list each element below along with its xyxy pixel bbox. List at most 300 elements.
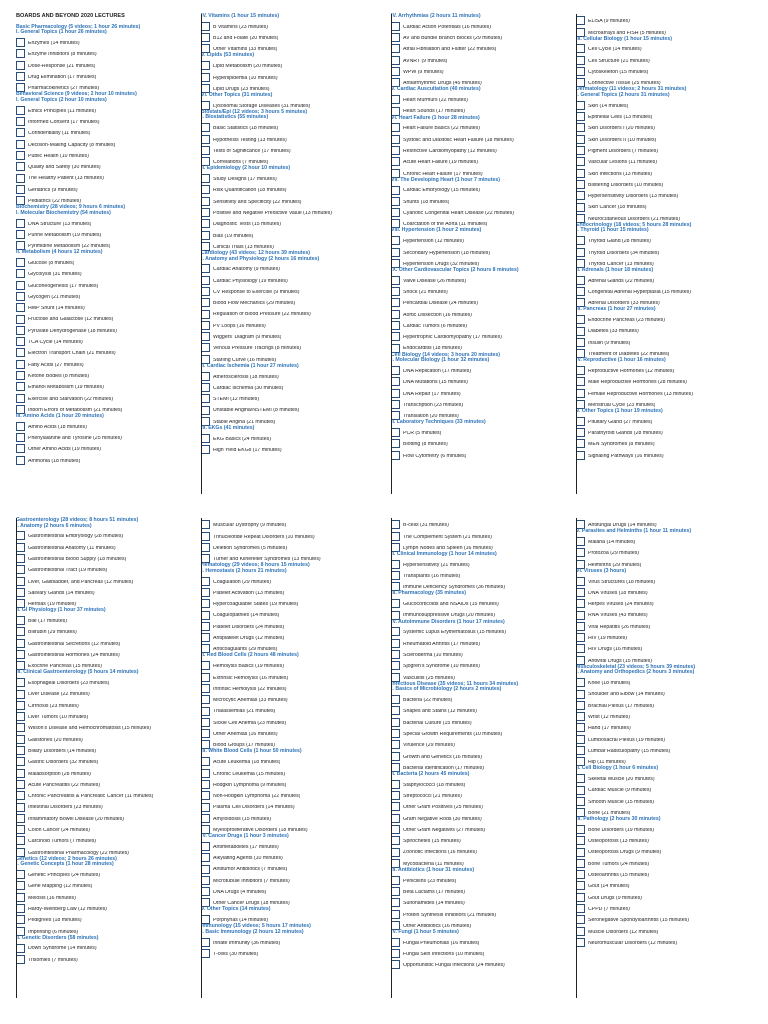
- lecture-item[interactable]: [16, 823, 186, 834]
- lecture-item[interactable]: [576, 285, 746, 296]
- checkbox[interactable]: [576, 180, 585, 189]
- checkbox[interactable]: [576, 338, 585, 347]
- checkbox[interactable]: [391, 451, 400, 460]
- lecture-item[interactable]: [576, 144, 746, 155]
- checkbox[interactable]: [201, 174, 210, 183]
- checkbox[interactable]: [16, 588, 25, 597]
- checkbox[interactable]: [16, 456, 25, 465]
- checkbox[interactable]: [201, 769, 210, 778]
- checkbox[interactable]: [576, 859, 585, 868]
- lecture-item[interactable]: [576, 110, 746, 121]
- checkbox[interactable]: [391, 377, 400, 386]
- lecture-item[interactable]: [16, 70, 186, 81]
- lecture-item[interactable]: [391, 885, 561, 896]
- checkbox[interactable]: [201, 332, 210, 341]
- lecture-item[interactable]: [16, 420, 186, 431]
- checkbox[interactable]: [16, 292, 25, 301]
- lecture-item[interactable]: [576, 386, 746, 397]
- checkbox[interactable]: [391, 791, 400, 800]
- lecture-item[interactable]: [201, 529, 371, 540]
- checkbox[interactable]: [576, 797, 585, 806]
- checkbox[interactable]: [201, 33, 210, 42]
- lecture-item[interactable]: [576, 313, 746, 324]
- checkbox[interactable]: [16, 433, 25, 442]
- checkbox[interactable]: [576, 146, 585, 155]
- lecture-item[interactable]: [201, 341, 371, 352]
- lecture-item[interactable]: [576, 415, 746, 426]
- checkbox[interactable]: [391, 135, 400, 144]
- lecture-item[interactable]: [201, 307, 371, 318]
- lecture-item[interactable]: [201, 31, 371, 42]
- checkbox[interactable]: [391, 56, 400, 65]
- lecture-item[interactable]: [16, 834, 186, 845]
- lecture-item[interactable]: [391, 206, 561, 217]
- lecture-item[interactable]: [391, 375, 561, 386]
- lecture-item[interactable]: [201, 431, 371, 442]
- checkbox[interactable]: [576, 848, 585, 857]
- checkbox[interactable]: [576, 135, 585, 144]
- checkbox[interactable]: [391, 599, 400, 608]
- lecture-item[interactable]: [201, 586, 371, 597]
- lecture-item[interactable]: [576, 772, 746, 783]
- checkbox[interactable]: [576, 701, 585, 710]
- lecture-item[interactable]: [576, 14, 746, 25]
- checkbox[interactable]: [391, 825, 400, 834]
- checkbox[interactable]: [391, 400, 400, 409]
- lecture-item[interactable]: [16, 380, 186, 391]
- lecture-item[interactable]: [391, 20, 561, 31]
- checkbox[interactable]: [16, 701, 25, 710]
- checkbox[interactable]: [576, 881, 585, 890]
- lecture-item[interactable]: [391, 636, 561, 647]
- checkbox[interactable]: [201, 577, 210, 586]
- lecture-item[interactable]: [16, 36, 186, 47]
- checkbox[interactable]: [391, 661, 400, 670]
- checkbox[interactable]: [391, 44, 400, 53]
- lecture-item[interactable]: [16, 890, 186, 901]
- lecture-item[interactable]: [201, 369, 371, 380]
- checkbox[interactable]: [391, 439, 400, 448]
- lecture-item[interactable]: [391, 53, 561, 64]
- checkbox[interactable]: [201, 949, 210, 958]
- checkbox[interactable]: [391, 560, 400, 569]
- checkbox[interactable]: [201, 321, 210, 330]
- checkbox[interactable]: [391, 898, 400, 907]
- lecture-item[interactable]: [16, 902, 186, 913]
- lecture-item[interactable]: [201, 121, 371, 132]
- lecture-item[interactable]: [16, 529, 186, 540]
- checkbox[interactable]: [391, 949, 400, 958]
- checkbox[interactable]: [16, 219, 25, 228]
- lecture-item[interactable]: [16, 812, 186, 823]
- checkbox[interactable]: [16, 650, 25, 659]
- lecture-item[interactable]: [576, 234, 746, 245]
- checkbox[interactable]: [391, 836, 400, 845]
- lecture-item[interactable]: [391, 398, 561, 409]
- checkbox[interactable]: [16, 915, 25, 924]
- lecture-item[interactable]: [391, 800, 561, 811]
- lecture-item[interactable]: [16, 126, 186, 137]
- lecture-item[interactable]: [16, 149, 186, 160]
- lecture-item[interactable]: [576, 53, 746, 64]
- lecture-item[interactable]: [391, 608, 561, 619]
- lecture-item[interactable]: [391, 715, 561, 726]
- lecture-item[interactable]: [16, 766, 186, 777]
- checkbox[interactable]: [391, 389, 400, 398]
- checkbox[interactable]: [576, 366, 585, 375]
- lecture-item[interactable]: [576, 732, 746, 743]
- checkbox[interactable]: [391, 276, 400, 285]
- checkbox[interactable]: [16, 151, 25, 160]
- checkbox[interactable]: [16, 128, 25, 137]
- lecture-item[interactable]: [576, 42, 746, 53]
- checkbox[interactable]: [576, 938, 585, 947]
- checkbox[interactable]: [201, 842, 210, 851]
- lecture-item[interactable]: [201, 403, 371, 414]
- lecture-item[interactable]: [201, 716, 371, 727]
- lecture-item[interactable]: [201, 20, 371, 31]
- lecture-item[interactable]: [16, 614, 186, 625]
- checkbox[interactable]: [391, 627, 400, 636]
- checkbox[interactable]: [391, 248, 400, 257]
- lecture-item[interactable]: [201, 778, 371, 789]
- checkbox[interactable]: [576, 327, 585, 336]
- checkbox[interactable]: [201, 276, 210, 285]
- checkbox[interactable]: [201, 887, 210, 896]
- checkbox[interactable]: [576, 537, 585, 546]
- lecture-item[interactable]: [16, 290, 186, 301]
- lecture-item[interactable]: [16, 312, 186, 323]
- checkbox[interactable]: [16, 757, 25, 766]
- checkbox[interactable]: [16, 269, 25, 278]
- lecture-item[interactable]: [391, 738, 561, 749]
- lecture-item[interactable]: [576, 902, 746, 913]
- lecture-item[interactable]: [576, 879, 746, 890]
- lecture-item[interactable]: [391, 341, 561, 352]
- lecture-item[interactable]: [201, 132, 371, 143]
- lecture-item[interactable]: [576, 620, 746, 631]
- lecture-item[interactable]: [201, 296, 371, 307]
- lecture-item[interactable]: [576, 608, 746, 619]
- checkbox[interactable]: [201, 673, 210, 682]
- lecture-item[interactable]: [16, 431, 186, 442]
- lecture-item[interactable]: [576, 699, 746, 710]
- lecture-item[interactable]: [391, 319, 561, 330]
- lecture-item[interactable]: [576, 448, 746, 459]
- checkbox[interactable]: [201, 661, 210, 670]
- checkbox[interactable]: [16, 360, 25, 369]
- lecture-item[interactable]: [576, 710, 746, 721]
- checkbox[interactable]: [201, 231, 210, 240]
- lecture-item[interactable]: [576, 178, 746, 189]
- checkbox[interactable]: [576, 389, 585, 398]
- checkbox[interactable]: [576, 16, 585, 25]
- lecture-item[interactable]: [576, 857, 746, 868]
- lecture-item[interactable]: [576, 744, 746, 755]
- checkbox[interactable]: [576, 870, 585, 879]
- lecture-item[interactable]: [391, 234, 561, 245]
- lecture-item[interactable]: [16, 563, 186, 574]
- lecture-item[interactable]: [391, 132, 561, 143]
- lecture-item[interactable]: [201, 59, 371, 70]
- checkbox[interactable]: [16, 554, 25, 563]
- lecture-item[interactable]: [576, 324, 746, 335]
- checkbox[interactable]: [201, 61, 210, 70]
- lecture-item[interactable]: [576, 65, 746, 76]
- lecture-item[interactable]: [576, 25, 746, 36]
- checkbox[interactable]: [576, 836, 585, 845]
- checkbox[interactable]: [16, 814, 25, 823]
- checkbox[interactable]: [16, 230, 25, 239]
- lecture-item[interactable]: [391, 936, 561, 947]
- lecture-item[interactable]: [391, 195, 561, 206]
- checkbox[interactable]: [391, 718, 400, 727]
- checkbox[interactable]: [16, 162, 25, 171]
- checkbox[interactable]: [16, 382, 25, 391]
- checkbox[interactable]: [16, 281, 25, 290]
- checkbox[interactable]: [201, 520, 210, 529]
- lecture-item[interactable]: [201, 851, 371, 862]
- lecture-item[interactable]: [391, 285, 561, 296]
- lecture-item[interactable]: [16, 625, 186, 636]
- checkbox[interactable]: [16, 904, 25, 913]
- lecture-item[interactable]: [391, 364, 561, 375]
- checkbox[interactable]: [576, 622, 585, 631]
- checkbox[interactable]: [576, 735, 585, 744]
- lecture-item[interactable]: [391, 144, 561, 155]
- lecture-item[interactable]: [391, 529, 561, 540]
- lecture-item[interactable]: [201, 541, 371, 552]
- lecture-item[interactable]: [576, 586, 746, 597]
- checkbox[interactable]: [16, 185, 25, 194]
- lecture-item[interactable]: [16, 278, 186, 289]
- lecture-item[interactable]: [201, 727, 371, 738]
- checkbox[interactable]: [16, 348, 25, 357]
- checkbox[interactable]: [201, 780, 210, 789]
- checkbox[interactable]: [16, 955, 25, 964]
- lecture-item[interactable]: [16, 721, 186, 732]
- checkbox[interactable]: [201, 197, 210, 206]
- lecture-item[interactable]: [201, 285, 371, 296]
- lecture-item[interactable]: [201, 947, 371, 958]
- checkbox[interactable]: [201, 814, 210, 823]
- lecture-item[interactable]: [201, 608, 371, 619]
- checkbox[interactable]: [391, 95, 400, 104]
- lecture-item[interactable]: [391, 907, 561, 918]
- checkbox[interactable]: [16, 780, 25, 789]
- lecture-item[interactable]: [201, 194, 371, 205]
- checkbox[interactable]: [16, 444, 25, 453]
- checkbox[interactable]: [16, 712, 25, 721]
- checkbox[interactable]: [576, 191, 585, 200]
- lecture-item[interactable]: [391, 166, 561, 177]
- lecture-item[interactable]: [201, 183, 371, 194]
- checkbox[interactable]: [16, 371, 25, 380]
- lecture-item[interactable]: [391, 518, 561, 529]
- checkbox[interactable]: [576, 169, 585, 178]
- checkbox[interactable]: [391, 706, 400, 715]
- checkbox[interactable]: [16, 565, 25, 574]
- lecture-item[interactable]: [16, 789, 186, 800]
- lecture-item[interactable]: [391, 873, 561, 884]
- checkbox[interactable]: [16, 746, 25, 755]
- lecture-item[interactable]: [576, 913, 746, 924]
- checkbox[interactable]: [201, 718, 210, 727]
- lecture-item[interactable]: [391, 811, 561, 822]
- lecture-item[interactable]: [16, 391, 186, 402]
- checkbox[interactable]: [576, 893, 585, 902]
- lecture-item[interactable]: [576, 437, 746, 448]
- lecture-item[interactable]: [576, 834, 746, 845]
- lecture-item[interactable]: [391, 625, 561, 636]
- lecture-item[interactable]: [201, 620, 371, 631]
- lecture-item[interactable]: [201, 217, 371, 228]
- lecture-item[interactable]: [16, 676, 186, 687]
- checkbox[interactable]: [391, 22, 400, 31]
- checkbox[interactable]: [16, 944, 25, 953]
- lecture-item[interactable]: [16, 256, 186, 267]
- lecture-item[interactable]: [201, 682, 371, 693]
- checkbox[interactable]: [391, 310, 400, 319]
- lecture-item[interactable]: [16, 744, 186, 755]
- checkbox[interactable]: [391, 33, 400, 42]
- checkbox[interactable]: [576, 825, 585, 834]
- checkbox[interactable]: [201, 135, 210, 144]
- checkbox[interactable]: [16, 38, 25, 47]
- checkbox[interactable]: [16, 627, 25, 636]
- lecture-item[interactable]: [391, 659, 561, 670]
- checkbox[interactable]: [391, 848, 400, 857]
- lecture-item[interactable]: [16, 586, 186, 597]
- checkbox[interactable]: [16, 791, 25, 800]
- checkbox[interactable]: [16, 577, 25, 586]
- checkbox[interactable]: [391, 67, 400, 76]
- lecture-item[interactable]: [201, 885, 371, 896]
- checkbox[interactable]: [391, 650, 400, 659]
- lecture-item[interactable]: [16, 552, 186, 563]
- lecture-item[interactable]: [391, 183, 561, 194]
- checkbox[interactable]: [16, 690, 25, 699]
- checkbox[interactable]: [391, 571, 400, 580]
- checkbox[interactable]: [201, 729, 210, 738]
- lecture-item[interactable]: [201, 262, 371, 273]
- checkbox[interactable]: [16, 394, 25, 403]
- lecture-item[interactable]: [16, 453, 186, 464]
- checkbox[interactable]: [576, 287, 585, 296]
- checkbox[interactable]: [391, 910, 400, 919]
- checkbox[interactable]: [201, 73, 210, 82]
- checkbox[interactable]: [16, 870, 25, 879]
- checkbox[interactable]: [391, 332, 400, 341]
- lecture-item[interactable]: [391, 121, 561, 132]
- lecture-item[interactable]: [576, 535, 746, 546]
- lecture-item[interactable]: [201, 789, 371, 800]
- lecture-item[interactable]: [201, 319, 371, 330]
- lecture-item[interactable]: [16, 137, 186, 148]
- checkbox[interactable]: [576, 611, 585, 620]
- checkbox[interactable]: [576, 112, 585, 121]
- lecture-item[interactable]: [576, 274, 746, 285]
- lecture-item[interactable]: [391, 597, 561, 608]
- lecture-item[interactable]: [201, 812, 371, 823]
- lecture-item[interactable]: [576, 121, 746, 132]
- lecture-item[interactable]: [391, 93, 561, 104]
- lecture-item[interactable]: [201, 704, 371, 715]
- checkbox[interactable]: [391, 287, 400, 296]
- checkbox[interactable]: [576, 377, 585, 386]
- checkbox[interactable]: [391, 695, 400, 704]
- checkbox[interactable]: [201, 611, 210, 620]
- lecture-item[interactable]: [576, 890, 746, 901]
- lecture-item[interactable]: [201, 659, 371, 670]
- lecture-item[interactable]: [16, 324, 186, 335]
- checkbox[interactable]: [391, 887, 400, 896]
- lecture-item[interactable]: [391, 727, 561, 738]
- lecture-item[interactable]: [391, 648, 561, 659]
- checkbox[interactable]: [201, 633, 210, 642]
- checkbox[interactable]: [576, 927, 585, 936]
- lecture-item[interactable]: [391, 947, 561, 958]
- checkbox[interactable]: [576, 236, 585, 245]
- checkbox[interactable]: [201, 599, 210, 608]
- lecture-item[interactable]: [391, 704, 561, 715]
- lecture-item[interactable]: [576, 336, 746, 347]
- lecture-item[interactable]: [576, 823, 746, 834]
- lecture-item[interactable]: [16, 913, 186, 924]
- lecture-item[interactable]: [16, 755, 186, 766]
- checkbox[interactable]: [391, 321, 400, 330]
- checkbox[interactable]: [201, 938, 210, 947]
- checkbox[interactable]: [576, 644, 585, 653]
- checkbox[interactable]: [201, 588, 210, 597]
- lecture-item[interactable]: [16, 442, 186, 453]
- lecture-item[interactable]: [576, 721, 746, 732]
- lecture-item[interactable]: [201, 330, 371, 341]
- checkbox[interactable]: [201, 383, 210, 392]
- lecture-item[interactable]: [391, 670, 561, 681]
- checkbox[interactable]: [576, 774, 585, 783]
- checkbox[interactable]: [201, 707, 210, 716]
- checkbox[interactable]: [16, 639, 25, 648]
- checkbox[interactable]: [576, 904, 585, 913]
- lecture-item[interactable]: [391, 693, 561, 704]
- checkbox[interactable]: [16, 303, 25, 312]
- lecture-item[interactable]: [201, 800, 371, 811]
- lecture-item[interactable]: [576, 868, 746, 879]
- checkbox[interactable]: [391, 236, 400, 245]
- checkbox[interactable]: [16, 422, 25, 431]
- checkbox[interactable]: [16, 825, 25, 834]
- checkbox[interactable]: [576, 599, 585, 608]
- checkbox[interactable]: [201, 264, 210, 273]
- checkbox[interactable]: [201, 343, 210, 352]
- lecture-item[interactable]: [576, 845, 746, 856]
- lecture-item[interactable]: [16, 778, 186, 789]
- lecture-item[interactable]: [576, 200, 746, 211]
- checkbox[interactable]: [16, 723, 25, 732]
- checkbox[interactable]: [576, 786, 585, 795]
- lecture-item[interactable]: [16, 574, 186, 585]
- checkbox[interactable]: [16, 117, 25, 126]
- lecture-item[interactable]: [391, 307, 561, 318]
- checkbox[interactable]: [201, 372, 210, 381]
- checkbox[interactable]: [201, 876, 210, 885]
- lecture-item[interactable]: [576, 924, 746, 935]
- lecture-item[interactable]: [16, 115, 186, 126]
- lecture-item[interactable]: [201, 443, 371, 454]
- checkbox[interactable]: [576, 712, 585, 721]
- lecture-item[interactable]: [16, 171, 186, 182]
